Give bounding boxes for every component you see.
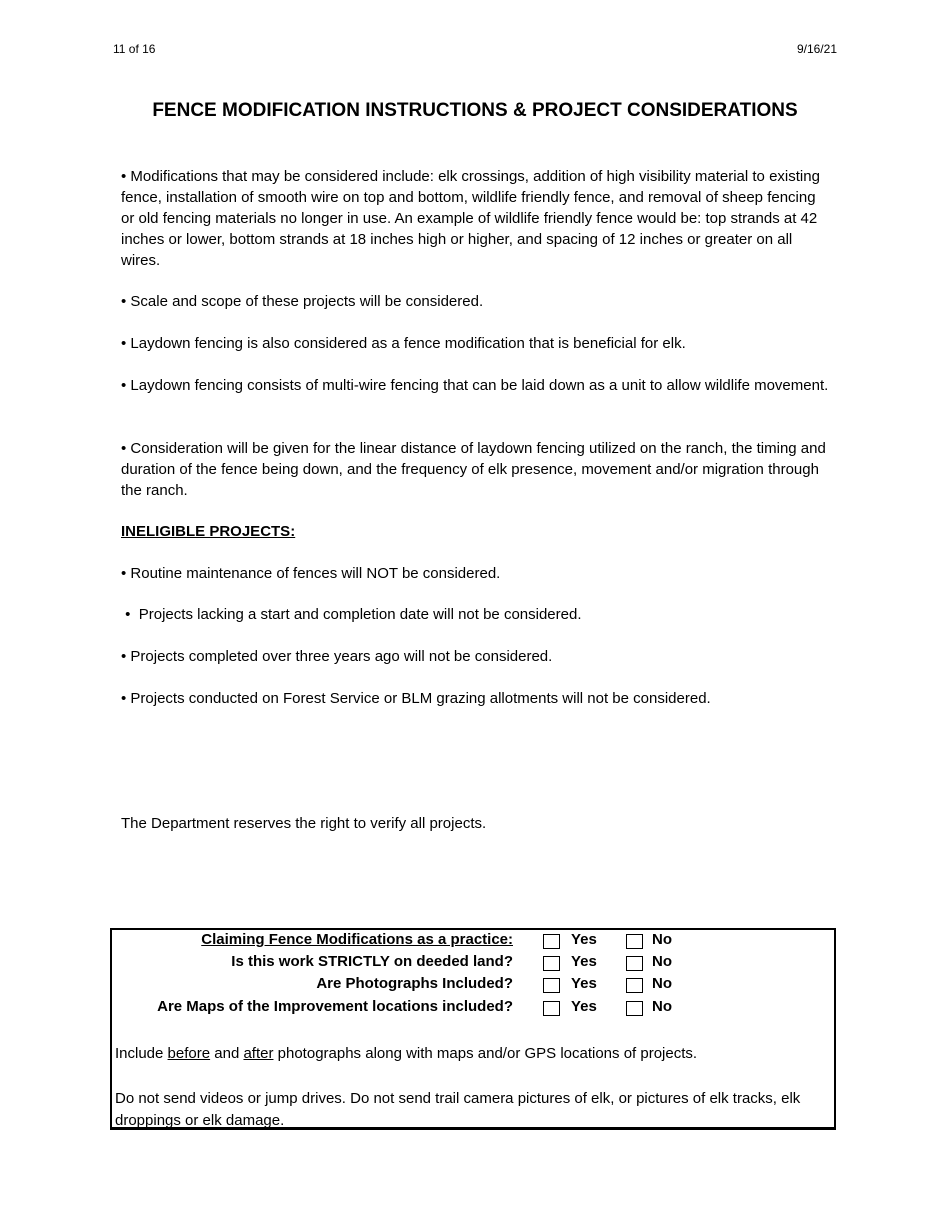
no-label: No	[652, 998, 672, 1015]
include-photographs-note	[115, 1043, 827, 1065]
no-checkbox[interactable]	[626, 1001, 643, 1016]
no-checkbox[interactable]	[626, 978, 643, 993]
no-label: No	[652, 953, 672, 970]
verify-note: The Department reserves the right to verify all projects.	[121, 815, 487, 832]
ineligible-item: • Routine maintenance of fences will NOT be considered.	[121, 565, 501, 582]
page-number: 11 of 16	[113, 42, 156, 56]
bullet-consideration: • Consideration will be given for the linear distance of laydown fencing utilized on the ranch, the timing and duration of the fence being down, and the frequency of elk presence, movement and/or migration through the ranch.	[121, 440, 826, 499]
claim-form-box	[110, 928, 836, 1130]
yes-label: Yes	[571, 998, 597, 1015]
bullet-modifications: • Modifications that may be considered include: elk crossings, addition of high visibility material to existing fence, installation of smooth wire on top and bottom, wildlife friendly fence, and removal of sheep fencing or old fencing materials no longer in use. An example of wildlife friendly fence would be: top strands at 42 inches or lower, bottom strands at 18 inches high or higher, and spacing of 12 inches or greater on all wires.	[121, 168, 820, 269]
note-before-word: before	[167, 1045, 211, 1062]
page-title: FENCE MODIFICATION INSTRUCTIONS & PROJECT CONSIDERATIONS	[152, 100, 798, 121]
ineligible-item: • Projects conducted on Forest Service or BLM grazing allotments will not be considered.	[121, 690, 711, 707]
no-label: No	[652, 975, 672, 992]
note-text: Include	[115, 1045, 168, 1062]
yes-label: Yes	[571, 975, 597, 992]
bullet-laydown-beneficial: • Laydown fencing is also considered as a fence modification that is beneficial for elk.	[121, 335, 686, 352]
question-row-photographs	[112, 975, 834, 997]
note-text: and	[210, 1045, 244, 1062]
do-not-send-note: Do not send videos or jump drives. Do not send trail camera pictures of elk, or pictures of elk tracks, elk droppings or elk damage.	[115, 1090, 801, 1129]
bullet-laydown-definition: • Laydown fencing consists of multi-wire fencing that can be laid down as a unit to allow wildlife movement.	[121, 377, 829, 394]
no-checkbox[interactable]	[626, 934, 643, 949]
question-label: Are Photographs Included?	[316, 975, 513, 992]
yes-checkbox[interactable]	[543, 956, 560, 971]
note-after-word: after	[243, 1045, 274, 1062]
yes-checkbox[interactable]	[543, 978, 560, 993]
yes-checkbox[interactable]	[543, 1001, 560, 1016]
ineligible-item: • Projects lacking a start and completion date will not be considered.	[121, 606, 582, 623]
bullet-scale-scope: • Scale and scope of these projects will be considered.	[121, 293, 484, 310]
question-label: Is this work STRICTLY on deeded land?	[231, 953, 513, 970]
document-date: 9/16/21	[796, 42, 837, 56]
no-checkbox[interactable]	[626, 956, 643, 971]
question-label: Are Maps of the Improvement locations included?	[157, 998, 513, 1015]
yes-label: Yes	[571, 953, 597, 970]
question-row-deeded-land	[112, 953, 834, 975]
yes-label: Yes	[571, 931, 597, 948]
ineligible-heading: INELIGIBLE PROJECTS:	[121, 523, 296, 540]
no-label: No	[652, 931, 672, 948]
note-text: photographs along with maps and/or GPS locations of projects.	[273, 1045, 698, 1062]
question-row-maps	[112, 998, 834, 1020]
question-label: Claiming Fence Modifications as a practice:	[201, 931, 513, 948]
question-row-claiming	[112, 931, 834, 953]
yes-checkbox[interactable]	[543, 934, 560, 949]
ineligible-item: • Projects completed over three years ago will not be considered.	[121, 648, 553, 665]
